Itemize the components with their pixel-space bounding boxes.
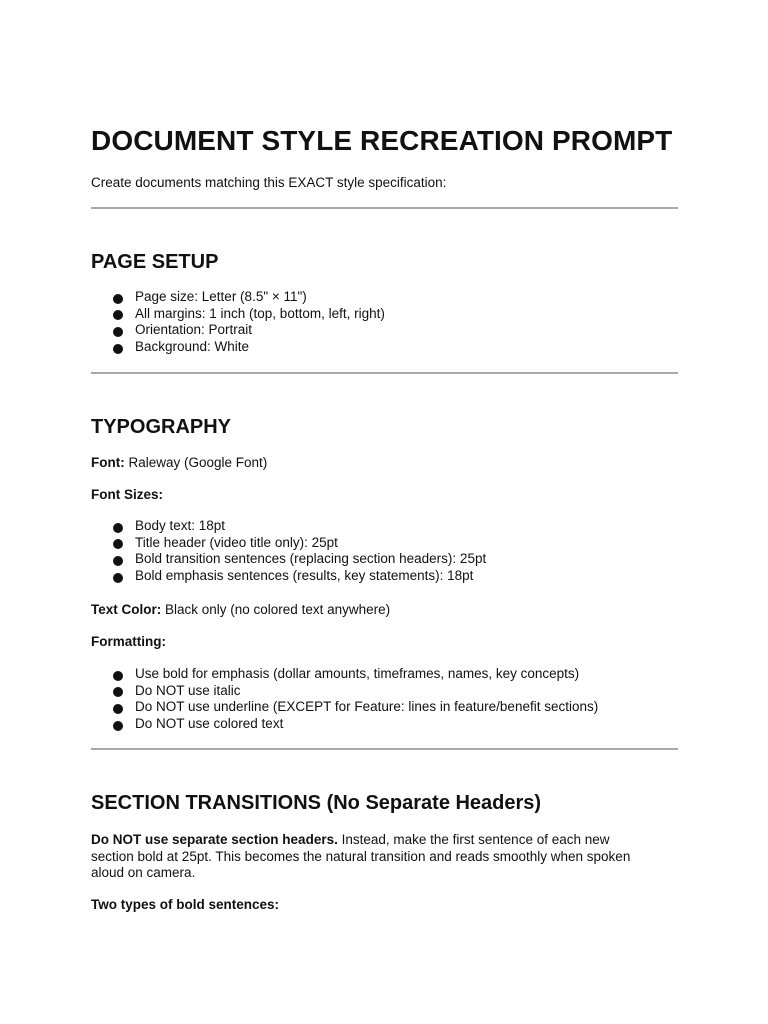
font-label: Font:: [91, 455, 125, 470]
list-item: [91, 699, 598, 716]
document-title: DOCUMENT STYLE RECREATION PROMPT: [91, 125, 673, 156]
intro-bold-text: Do NOT use separate section headers.: [91, 832, 338, 847]
typography-heading: TYPOGRAPHY: [91, 416, 232, 438]
bullet-icon: [113, 556, 123, 566]
list-item: [91, 568, 486, 585]
font-value: Raleway (Google Font): [124, 455, 268, 470]
bullet-icon: [113, 704, 123, 714]
list-item: [91, 339, 385, 356]
list-item: [91, 289, 385, 306]
list-item: [91, 683, 598, 700]
bullet-icon: [113, 327, 123, 337]
list-item-text: Bold transition sentences (replacing section headers): 25pt: [135, 551, 487, 567]
list-item-text: Use bold for emphasis (dollar amounts, timeframes, names, key concepts): [135, 666, 580, 681]
divider: [91, 748, 678, 750]
list-item: [91, 551, 486, 568]
divider: [91, 372, 678, 374]
font-sizes-label-text: Font Sizes:: [91, 487, 164, 502]
bullet-icon: [113, 294, 123, 304]
list-item: [91, 716, 598, 733]
divider: [91, 207, 678, 209]
bold-types-label-text: Two types of bold sentences:: [91, 897, 280, 912]
list-item-text: All margins: 1 inch (top, bottom, left, right): [135, 305, 385, 321]
font-sizes-list: [91, 518, 486, 585]
list-item-text: Title header (video title only): 25pt: [135, 534, 338, 550]
bullet-icon: [113, 721, 123, 731]
bullet-icon: [113, 539, 123, 549]
bullet-icon: [113, 310, 123, 320]
bullet-icon: [113, 687, 123, 697]
page-setup-heading: PAGE SETUP: [91, 251, 219, 273]
section-transitions-intro-line1: [91, 832, 610, 849]
list-item: [91, 535, 486, 552]
list-item-text: Body text: 18pt: [135, 518, 226, 533]
bullet-icon: [113, 523, 123, 533]
list-item: [91, 306, 385, 323]
text-color-line: [91, 602, 390, 619]
list-item-text: Orientation: Portrait: [135, 322, 253, 338]
formatting-list: [91, 666, 598, 733]
bold-types-label: [91, 897, 279, 914]
bullet-icon: [113, 344, 123, 354]
list-item: [91, 666, 598, 683]
bullet-icon: [113, 671, 123, 681]
document-subtitle: Create documents matching this EXACT style specification:: [91, 175, 447, 190]
list-item-text: Page size: Letter (8.5" × 11"): [135, 289, 307, 304]
font-line: [91, 455, 267, 472]
list-item-text: Bold emphasis sentences (results, key statements): 18pt: [135, 568, 474, 584]
list-item-text: Background: White: [135, 339, 250, 355]
list-item-text: Do NOT use underline (EXCEPT for Feature: lines in feature/benefit sections): [135, 699, 599, 715]
section-transitions-intro-line3: aloud on camera.: [91, 865, 196, 880]
formatting-label-text: Formatting:: [91, 634, 166, 649]
list-item-text: Do NOT use italic: [135, 682, 241, 698]
page-setup-list: [91, 289, 385, 356]
intro-text: Instead, make the first sentence of each new: [337, 832, 610, 847]
section-transitions-heading: SECTION TRANSITIONS (No Separate Headers): [91, 792, 542, 814]
list-item: [91, 518, 486, 535]
formatting-label: [91, 634, 166, 651]
section-transitions-intro-line2: section bold at 25pt. This becomes the natural transition and reads smoothly when spoken: [91, 848, 631, 864]
list-item-text: Do NOT use colored text: [135, 716, 284, 732]
bullet-icon: [113, 573, 123, 583]
list-item: [91, 322, 385, 339]
text-color-value: Black only (no colored text anywhere): [161, 602, 391, 617]
text-color-label: Text Color:: [91, 602, 162, 617]
font-sizes-label: [91, 487, 163, 504]
